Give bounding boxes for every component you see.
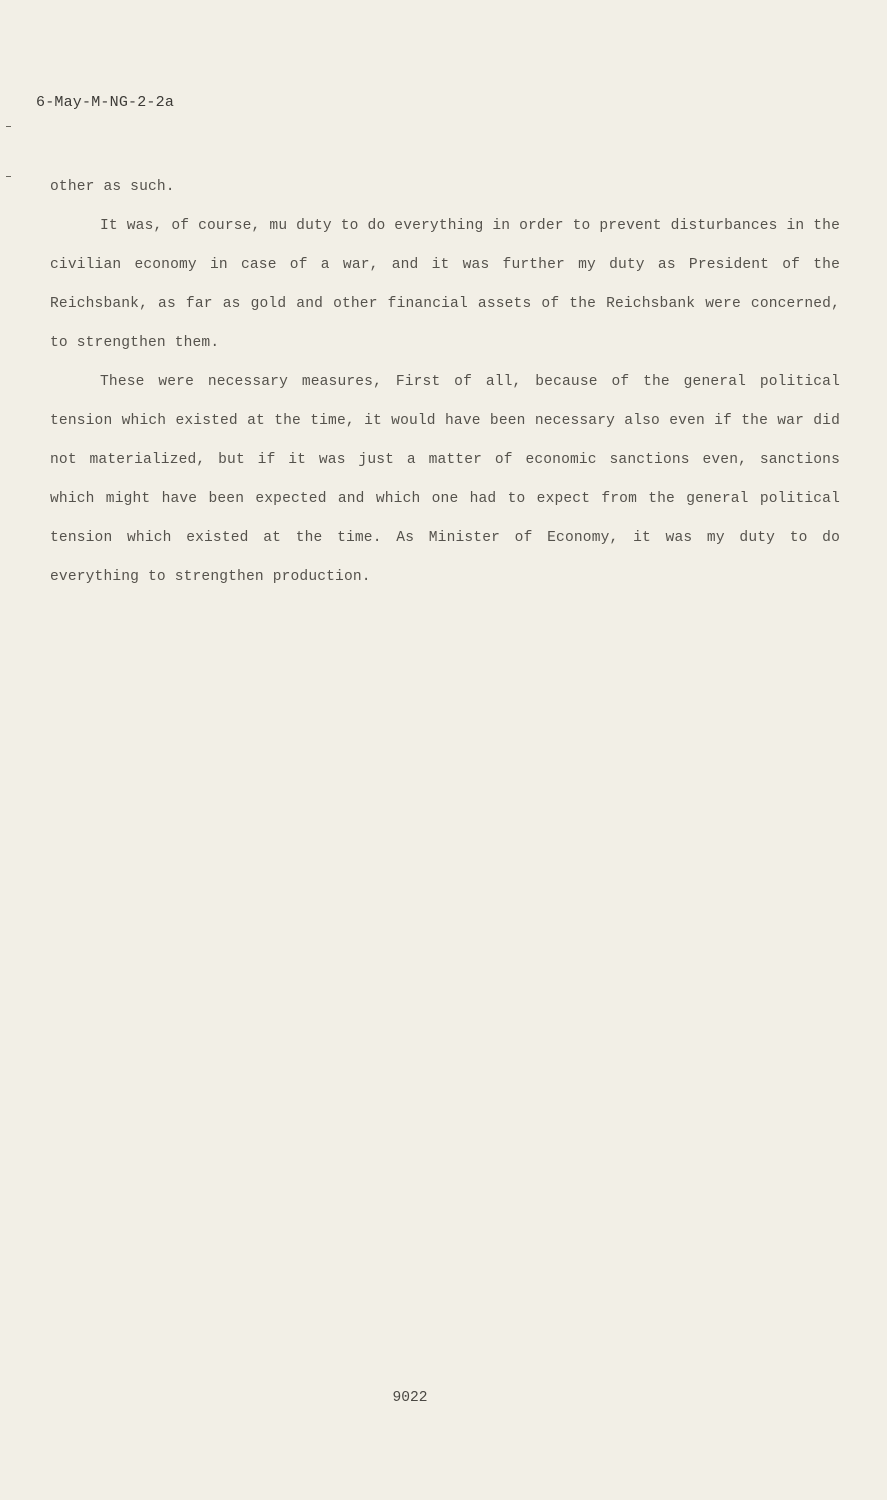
paragraph: These were necessary measures, First of all, because of the general political tension which existed at the time, it would have been necessary also even if the war did not materialized, but if it was just a matter of economic sanctions even, sanctions which might have been expected and which one had to expect from the general political tension which existed at the time. As Minister of Economy, it was my duty to do everything to strengthen production. [50,374,840,585]
page-number: 9022 [392,1390,428,1406]
margin-mark [6,126,11,127]
paragraph-continuation: other as such. [50,179,175,195]
document-reference: 6-May-M-NG-2-2a [36,94,175,111]
document-body [50,168,840,597]
margin-mark [6,176,11,177]
paragraph: It was, of course, mu duty to do everything in order to prevent disturbances in the civilian economy in case of a war, and it was further my duty as President of the Reichsbank, as far as gold and other financial assets of the Reichsbank were concerned, to strengthen them. [50,218,840,351]
